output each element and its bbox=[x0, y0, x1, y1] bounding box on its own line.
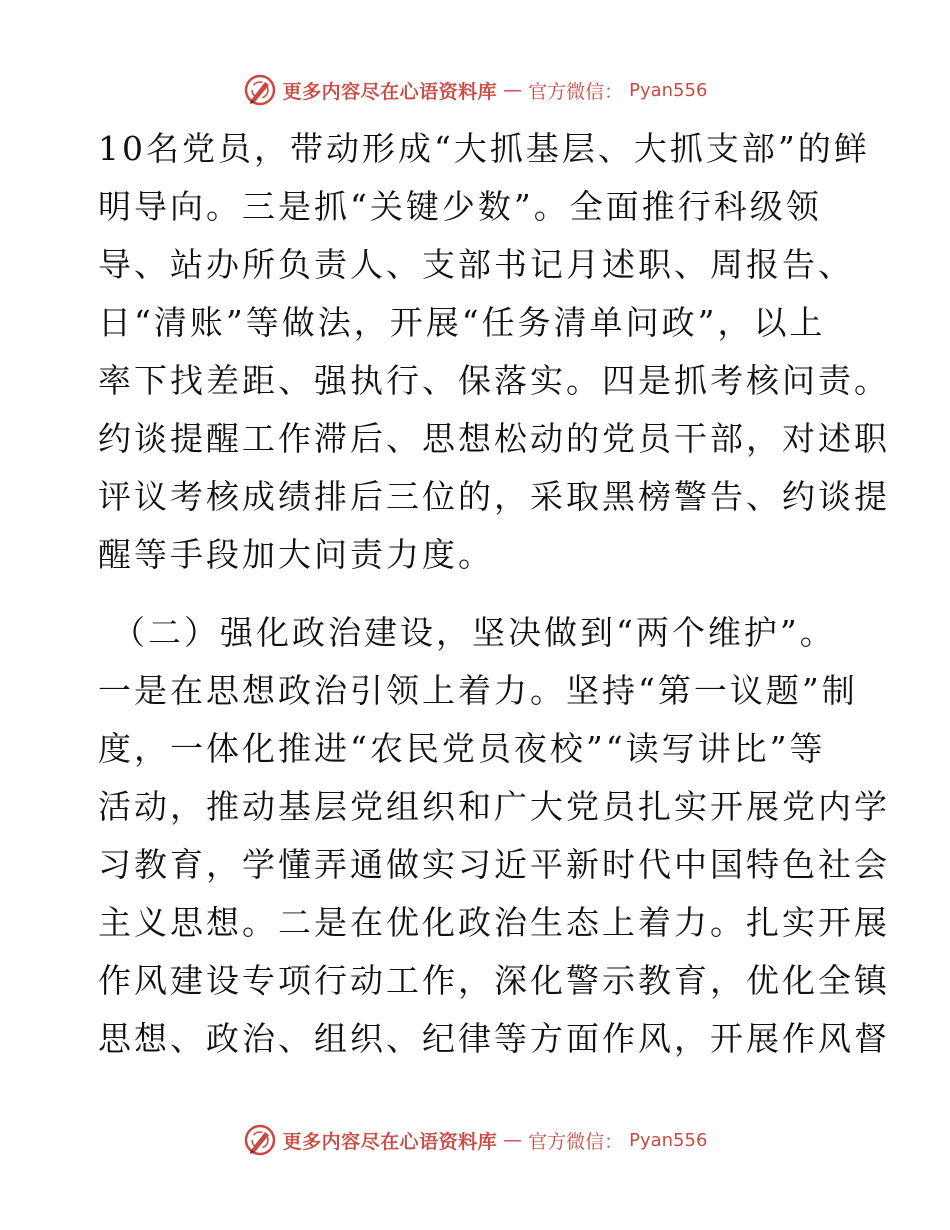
text-line: 作风建设专项行动工作，深化警示教育，优化全镇 bbox=[98, 961, 890, 1000]
watermark-main-text: 更多内容尽在心语资料库 bbox=[282, 1130, 498, 1153]
text-line: 10名党员，带动形成“大抓基层、大抓支部”的鲜 bbox=[98, 129, 870, 168]
text-line: 醒等手段加大问责力度。 bbox=[98, 535, 494, 574]
text-line: 度，一体化推进“农民党员夜校”“读写讲比”等 bbox=[98, 729, 826, 768]
pen-logo-icon bbox=[243, 1123, 277, 1157]
watermark-account-id: Pyan556 bbox=[629, 1129, 708, 1151]
pen-logo-icon bbox=[243, 73, 277, 107]
text-line: 率下找差距、强执行、保落实。四是抓考核问责。 bbox=[98, 361, 890, 400]
watermark-official-label: 官方微信： bbox=[528, 80, 624, 103]
text-line: 明导向。三是抓“关键少数”。全面推行科级领 bbox=[98, 187, 822, 226]
section-heading: （二）强化政治建设，坚决做到“两个维护”。 bbox=[112, 613, 836, 652]
text-line: 思想、政治、组织、纪律等方面作风，开展作风督 bbox=[98, 1019, 890, 1058]
header-watermark bbox=[0, 70, 950, 110]
paragraph-1 bbox=[98, 120, 890, 584]
text-line: 约谈提醒工作滞后、思想松动的党员干部，对述职 bbox=[98, 419, 890, 458]
document-body bbox=[98, 120, 890, 1068]
watermark-account-id: Pyan556 bbox=[629, 79, 708, 101]
text-line: 日“清账”等做法，开展“任务清单问政”，以上 bbox=[98, 303, 826, 342]
text-line: 主义思想。二是在优化政治生态上着力。扎实开展 bbox=[98, 903, 890, 942]
watermark-official-label: 官方微信： bbox=[528, 1130, 624, 1153]
text-line: 导、站办所负责人、支部书记月述职、周报告、 bbox=[98, 245, 854, 284]
watermark-main-text: 更多内容尽在心语资料库 bbox=[282, 80, 498, 103]
text-line: 一是在思想政治引领上着力。坚持“第一议题”制 bbox=[98, 671, 858, 710]
watermark-dash: — bbox=[503, 1129, 523, 1151]
footer-watermark bbox=[0, 1120, 950, 1160]
text-line: 活动，推动基层党组织和广大党员扎实开展党内学 bbox=[98, 787, 890, 826]
text-line: 评议考核成绩排后三位的，采取黑榜警告、约谈提 bbox=[98, 477, 890, 516]
watermark-dash: — bbox=[503, 79, 523, 101]
paragraph-spacer bbox=[98, 584, 858, 604]
text-line: 习教育，学懂弄通做实习近平新时代中国特色社会 bbox=[98, 845, 890, 884]
paragraph-2 bbox=[98, 662, 890, 1068]
